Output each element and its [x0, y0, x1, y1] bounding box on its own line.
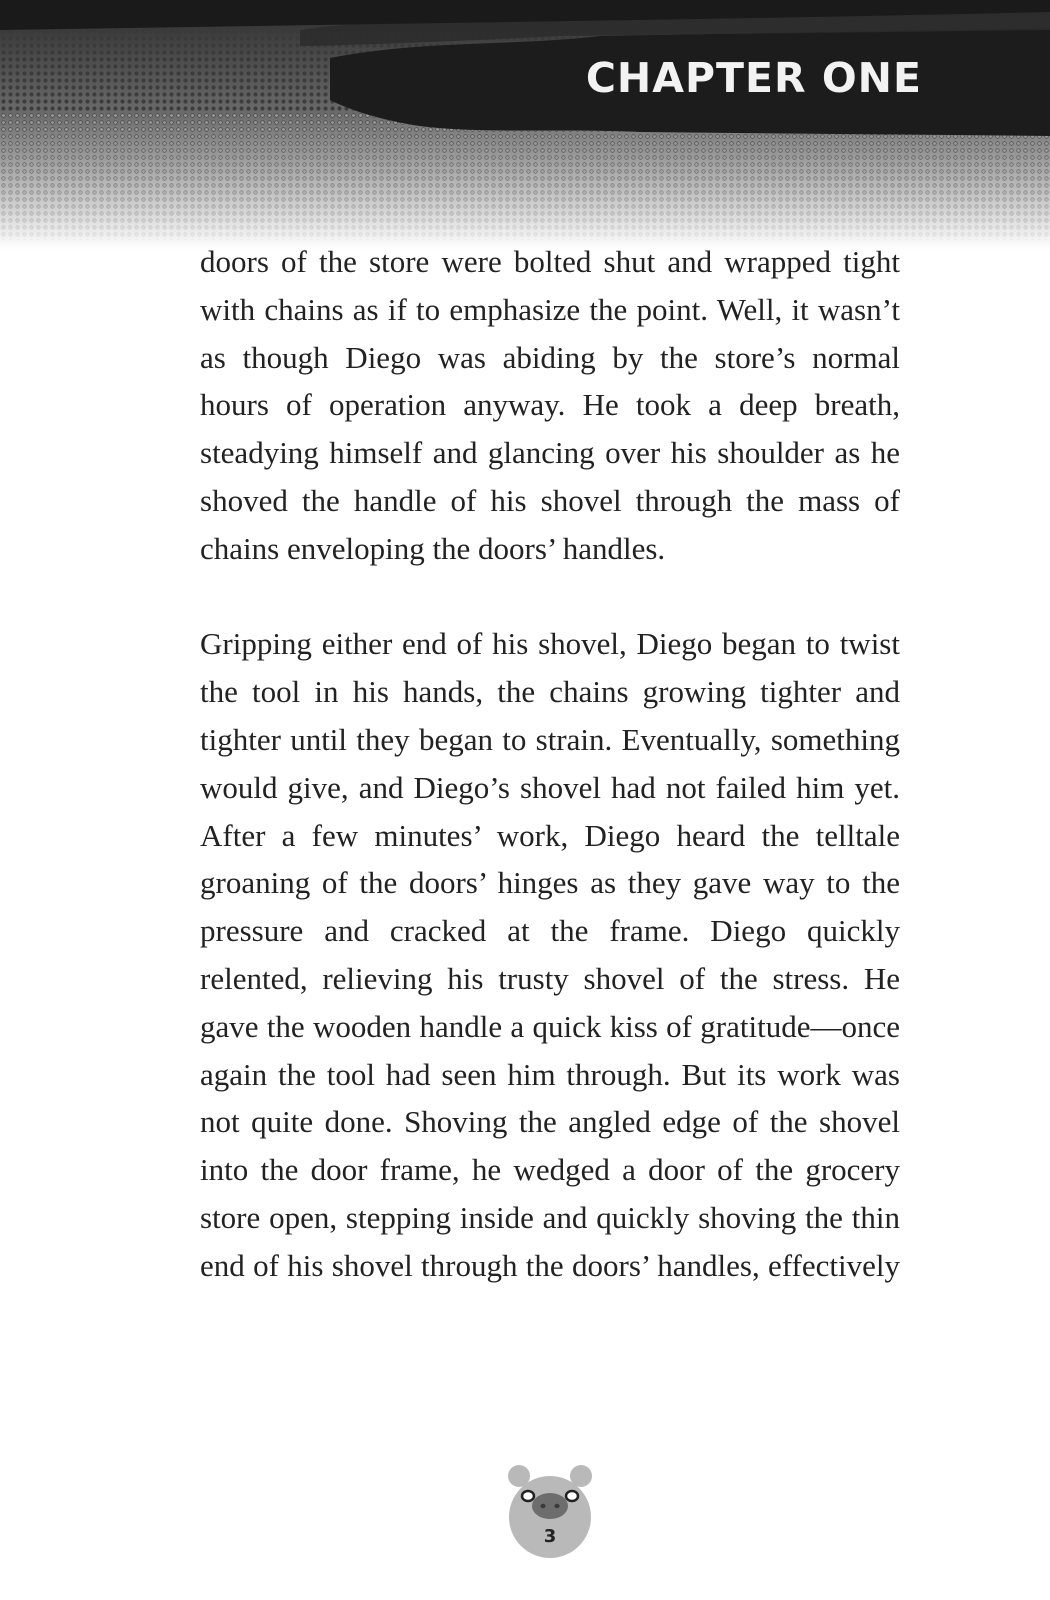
- chapter-header-band: [0, 0, 1050, 250]
- chapter-title: CHAPTER ONE: [585, 54, 922, 102]
- piggy-face-icon: [505, 1462, 595, 1562]
- paragraph: Gripping either end of his shovel, Diego began to twist the tool in his hands, the chains growing tighter and tighter until they began to strain. Eventually, something would give, and Diego’s shovel had not failed him yet. After a few minutes’ work, Diego heard the telltale groaning of the doors’ hinges as they gave way to the pressure and cracked at the frame. Diego quickly relented, relieving his trusty shovel of the stress. He gave the wooden handle a quick kiss of gratitude—once again the tool had seen him through. But its work was not quite done. Shoving the angled edge of the shovel into the door frame, he wedged a door of the grocery store open, stepping inside and quickly shoving the thin end of his shovel through the doors’ handles, effectively: [200, 626, 900, 1283]
- body-text: [200, 238, 900, 1290]
- page-number: 3: [543, 1526, 557, 1547]
- halftone-brush-graphic: [0, 0, 1050, 250]
- page-folio: [505, 1462, 595, 1562]
- paragraph: doors of the store were bolted shut and wrapped tight with chains as if to emphasize the point. Well, it wasn’t as though Diego was abiding by the store’s normal hours of operation anyway. He took a deep breath, steadying himself and glancing over his shoulder as he shoved the handle of his shovel through the mass of chains enveloping the doors’ handles.: [200, 244, 900, 566]
